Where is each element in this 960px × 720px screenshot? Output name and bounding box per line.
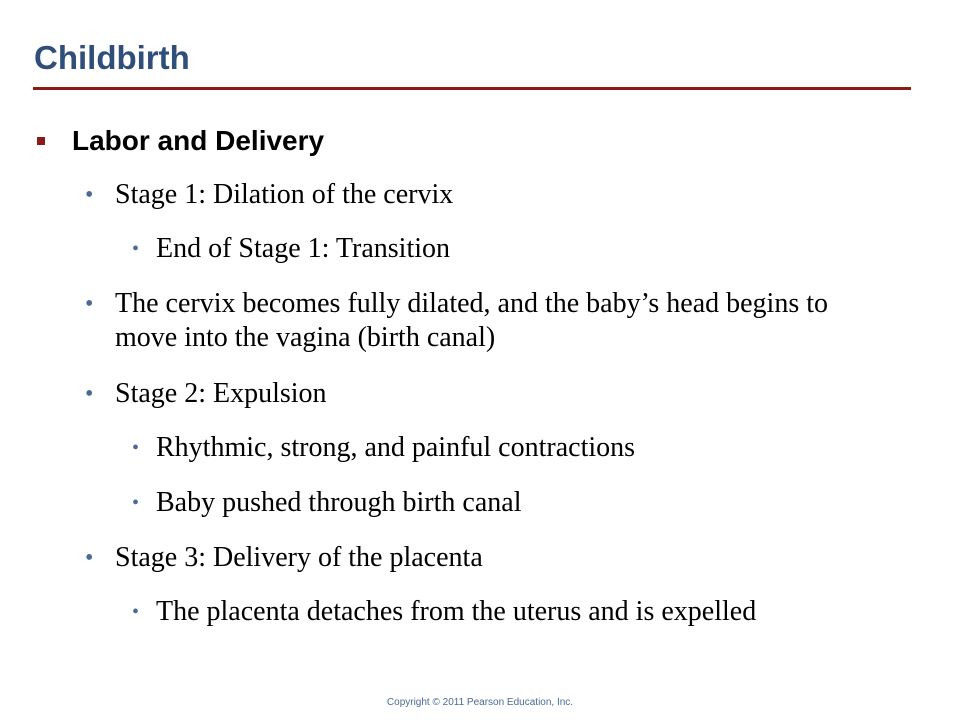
list-item: [85, 377, 327, 411]
bullet-dot-icon: •: [85, 545, 94, 571]
list-item: [85, 287, 885, 355]
title-divider: [33, 87, 911, 90]
list-item-text: Stage 2: Expulsion: [115, 378, 327, 409]
list-item: [85, 178, 454, 212]
bullet-dot-icon: •: [85, 182, 94, 208]
list-item: [132, 486, 522, 520]
bullet-dot-icon: •: [132, 437, 140, 459]
list-item: [132, 431, 636, 465]
list-item: [85, 541, 483, 575]
heading-text: Labor and Delivery: [72, 125, 325, 156]
bullet-dot-icon: •: [85, 381, 94, 407]
list-item-text: The cervix becomes fully dilated, and the baby’s head begins to move into the vagina (birth canal): [115, 288, 829, 353]
list-item-text: Rhythmic, strong, and painful contractions: [156, 432, 636, 463]
list-item: [132, 595, 757, 629]
section-heading: [37, 124, 917, 158]
list-item-text: End of Stage 1: Transition: [156, 233, 451, 264]
bullet-dot-icon: •: [132, 492, 140, 514]
slide-title: Childbirth: [34, 39, 190, 76]
bullet-dot-icon: •: [132, 601, 140, 623]
list-item-text: Stage 3: Delivery of the placenta: [115, 542, 483, 573]
list-item-text: The placenta detaches from the uterus and is expelled: [156, 596, 757, 627]
list-item-text: Baby pushed through birth canal: [156, 487, 522, 518]
copyright-footer: Copyright © 2011 Pearson Education, Inc.: [386, 697, 574, 708]
bullet-dot-icon: •: [132, 238, 140, 260]
bullet-dot-icon: •: [85, 291, 94, 317]
list-item: [132, 232, 451, 266]
list-item-text: Stage 1: Dilation of the cervix: [115, 179, 454, 210]
square-bullet-icon: [37, 137, 45, 145]
